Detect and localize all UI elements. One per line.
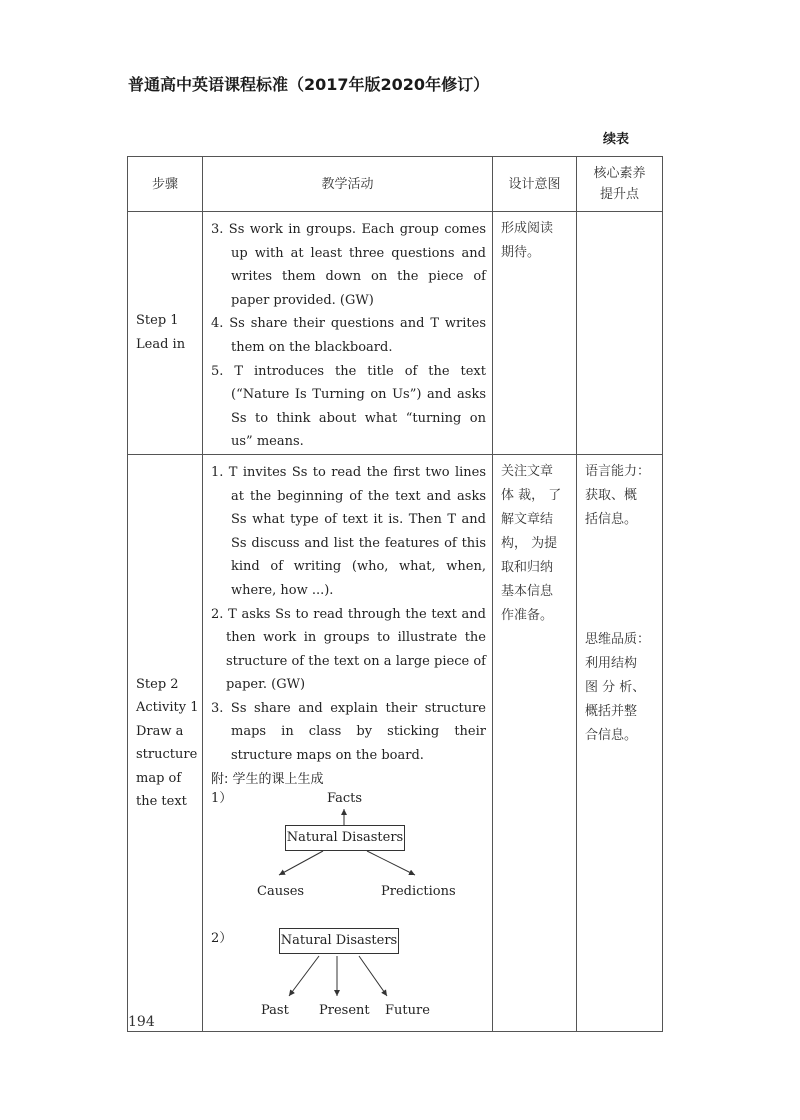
step2-intent-line: 基本信息 <box>501 583 554 599</box>
step2-intent-line: 取和归纳 <box>501 559 554 575</box>
core-language-line: 获取、概 <box>585 487 638 503</box>
arrow-to-causes <box>279 851 323 875</box>
step2-intent <box>493 454 577 1031</box>
step2-line: Step 2 <box>136 676 179 692</box>
step1-line: Step 1 <box>136 313 179 329</box>
arrow-to-predictions <box>367 851 415 875</box>
table-continued-label: 续表 <box>603 132 630 147</box>
diagram2-center-box: Natural Disasters <box>279 928 399 954</box>
diagram2-future: Future <box>385 1003 430 1019</box>
structure-diagrams <box>211 791 486 1031</box>
step1-intent-line: 期待。 <box>501 245 541 260</box>
header-intent: 设计意图 <box>493 157 577 212</box>
step1-core <box>577 212 663 455</box>
step1-activities <box>203 212 493 455</box>
core-thinking-line: 利用结构 <box>585 655 638 671</box>
step1-label <box>128 212 203 455</box>
diagram1-predictions: Predictions <box>381 884 456 900</box>
diagram1-facts: Facts <box>327 791 363 807</box>
step1-intent <box>493 212 577 455</box>
step2-item: 3. Ss share and explain their structure maps in class by sticking their structure maps on the board. <box>211 700 486 764</box>
step2-core <box>577 454 663 1031</box>
core-thinking-line: 思维品质： <box>585 631 651 647</box>
step2-intent-line: 体 裁， 了 <box>501 487 562 503</box>
header-core <box>577 157 663 212</box>
core-thinking-line: 概括并整 <box>585 703 638 719</box>
step2-line: Activity 1 <box>136 700 199 716</box>
step2-label <box>128 454 203 1031</box>
step1-line: Lead in <box>136 336 186 352</box>
header-activity: 教学活动 <box>203 157 493 212</box>
step2-activities <box>203 454 493 1031</box>
header-step: 步骤 <box>128 157 203 212</box>
step2-line: structure <box>136 747 198 763</box>
core-language-line: 语言能力： <box>585 463 651 479</box>
step1-item: 3. Ss work in groups. Each group comes up with at least three questions and writes them down on the piece of paper provided. (GW) <box>211 222 486 308</box>
step1-item: 4. Ss share their questions and T writes them on the blackboard. <box>211 316 486 355</box>
step2-intent-line: 关注文章 <box>501 463 554 479</box>
core-language-line: 括信息。 <box>585 511 638 527</box>
diagram2-number: 2） <box>211 931 233 947</box>
table-header-row <box>128 157 663 212</box>
table-row-step1 <box>128 212 663 455</box>
core-spacer <box>585 532 656 628</box>
step1-intent-line: 形成阅读 <box>501 221 554 236</box>
diagram1-number: 1） <box>211 791 233 807</box>
step2-item: 2. T asks Ss to read through the text and then work in groups to illustrate the structure of the text on a large piece of paper. (GW) <box>211 606 486 693</box>
step2-intent-line: 构， 为提 <box>501 535 558 551</box>
diagram1-causes: Causes <box>257 884 305 900</box>
step2-line: map of <box>136 770 182 786</box>
step2-item: 1. T invites Ss to read the first two lines at the beginning of the text and asks Ss what type of text it is. Then T and Ss discuss and list the features of this kind of writing (who, what, when, where, how ...). <box>211 464 486 598</box>
page-header: 普通高中英语课程标准（2017年版2020年修订） <box>128 75 490 94</box>
core-thinking-line: 图 分 析、 <box>585 679 646 695</box>
step2-intent-line: 作准备。 <box>501 607 554 623</box>
step2-line: Draw a <box>136 723 184 739</box>
arrow-to-past <box>289 956 319 996</box>
diagram2-present: Present <box>319 1003 370 1019</box>
step1-item: 5. T introduces the title of the text (“Nature Is Turning on Us”) and asks Ss to think about what “turning on us” means. <box>211 363 486 450</box>
diagram1-center-box: Natural Disasters <box>285 825 405 851</box>
step2-line: the text <box>136 794 187 810</box>
header-core-text: 核心素养提升点 <box>593 166 646 202</box>
lesson-plan-table <box>127 156 663 1032</box>
table-row-step2 <box>128 454 663 1031</box>
attachment-note: 附: 学生的课上生成 <box>211 771 324 787</box>
diagram2-past: Past <box>261 1003 289 1019</box>
step2-intent-line: 解文章结 <box>501 511 554 527</box>
core-thinking-line: 合信息。 <box>585 727 638 743</box>
page-number: 194 <box>128 1014 155 1030</box>
arrow-to-future <box>359 956 387 996</box>
